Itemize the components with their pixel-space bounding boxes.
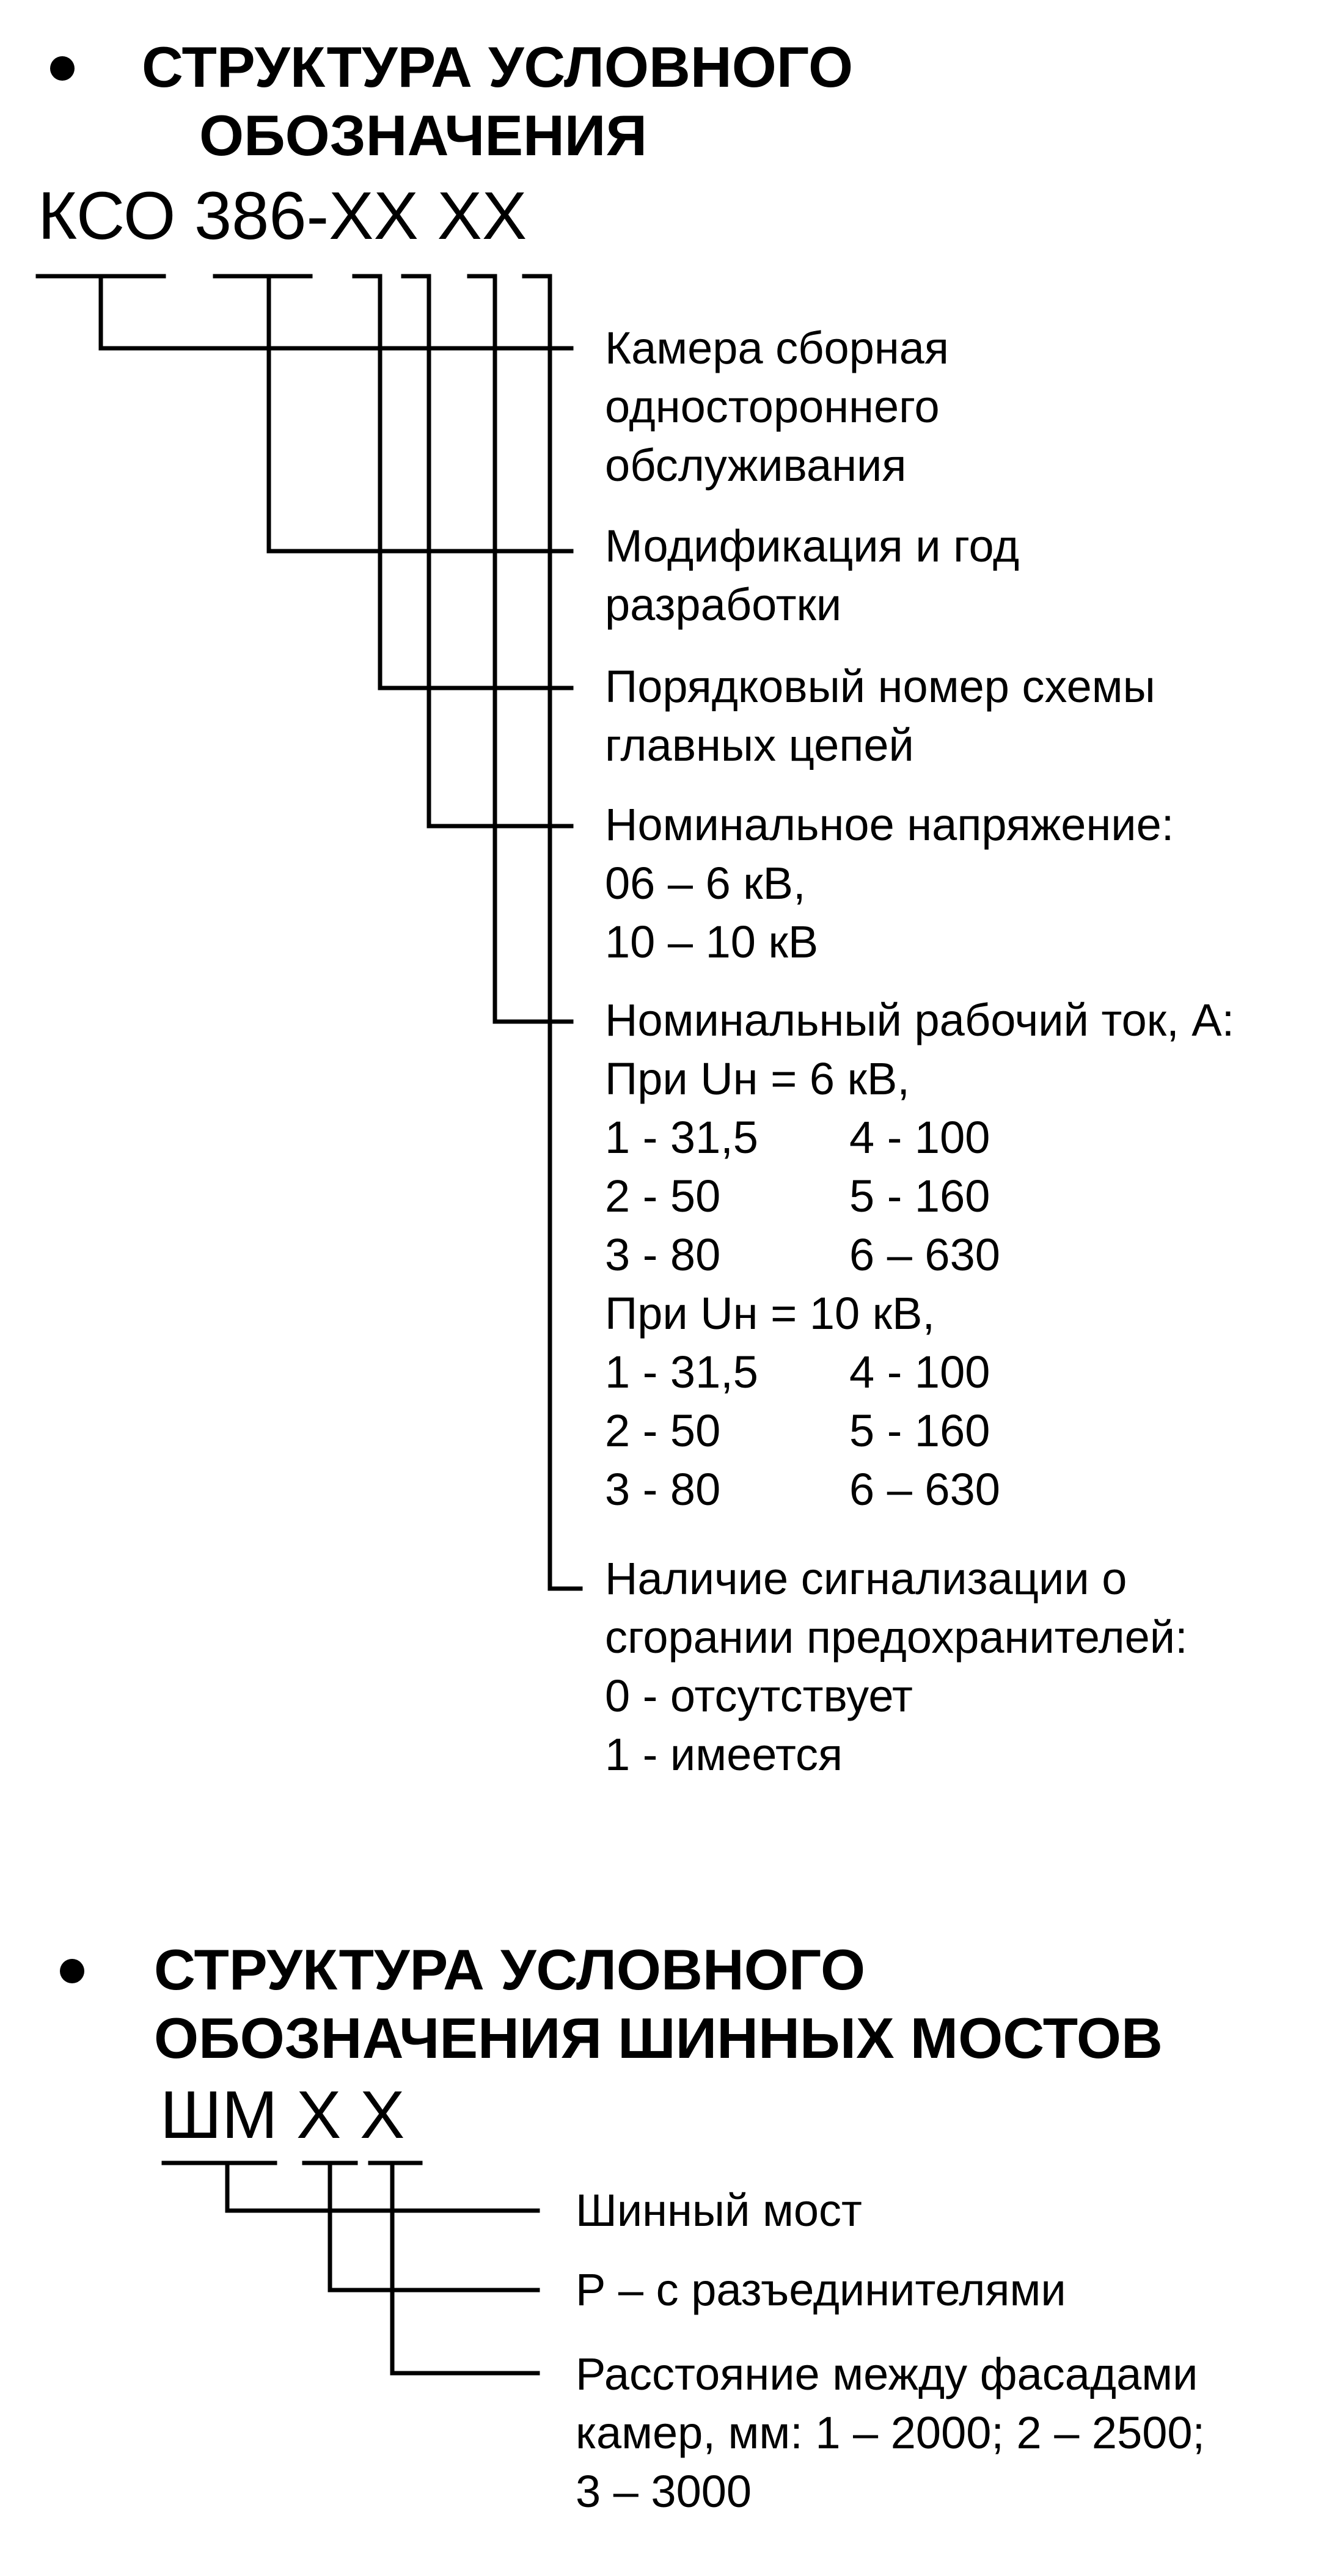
section1-item-3: [605, 657, 1155, 775]
section1-item-4: [605, 796, 1174, 971]
section1-code: КСО 386-ХХ ХХ: [38, 178, 527, 254]
current-pair: 1 - 31,5 4 - 100: [605, 1347, 990, 1397]
section1-heading-line2: ОБОЗНАЧЕНИЯ: [199, 103, 648, 167]
item-text: камер, мм: 1 – 2000; 2 – 2500;: [576, 2407, 1206, 2458]
section2-item-1: [576, 2181, 862, 2240]
item-text: разработки: [605, 579, 842, 630]
current-pair: 3 - 80 6 – 630: [605, 1464, 1000, 1515]
item-text: Номинальное напряжение:: [605, 799, 1174, 850]
current-pair: 3 - 80 6 – 630: [605, 1229, 1000, 1280]
current-pair: 2 - 50 5 - 160: [605, 1405, 990, 1456]
section2-code: ШМ Х Х: [160, 2077, 405, 2153]
bullet-icon: [60, 1959, 84, 1983]
current-pair: 2 - 50 5 - 160: [605, 1171, 990, 1221]
item-text: Камера сборная: [605, 323, 949, 373]
item-text: главных цепей: [605, 720, 914, 770]
item-text: 06 – 6 кВ,: [605, 858, 806, 909]
section1-item-6: [605, 1550, 1188, 1784]
item-text: сгорании предохранителей:: [605, 1612, 1188, 1663]
item-text: 3 – 3000: [576, 2466, 752, 2517]
section2-heading-line2: ОБОЗНАЧЕНИЯ ШИННЫХ МОСТОВ: [154, 2006, 1163, 2070]
section1-item-5: [605, 991, 1234, 1519]
section1-item-1: [605, 319, 949, 495]
section2-heading-line1: СТРУКТУРА УСЛОВНОГО: [154, 1937, 866, 2002]
item-title: Номинальный рабочий ток, А:: [605, 995, 1235, 1045]
item-text: Порядковый номер схемы: [605, 661, 1155, 712]
item-text: Шинный мост: [576, 2185, 862, 2236]
item-text: Наличие сигнализации о: [605, 1553, 1127, 1604]
section2-item-2: [576, 2261, 1066, 2319]
group-label: При Uн = 6 кВ,: [605, 1053, 910, 1104]
item-text: 1 - имеется: [605, 1729, 843, 1780]
item-text: Р – с разъединителями: [576, 2264, 1066, 2315]
section1-heading-line1: СТРУКТУРА УСЛОВНОГО: [142, 35, 854, 99]
item-text: Модификация и год: [605, 521, 1020, 571]
item-text: 10 – 10 кВ: [605, 917, 819, 967]
item-text: Расстояние между фасадами: [576, 2349, 1198, 2399]
section2-item-3: [576, 2345, 1205, 2521]
current-pair: 1 - 31,5 4 - 100: [605, 1112, 990, 1163]
item-text: обслуживания: [605, 440, 907, 491]
section1-item-2: [605, 517, 1019, 634]
item-text: одностороннего: [605, 381, 940, 432]
item-text: 0 - отсутствует: [605, 1670, 913, 1721]
group-label: При Uн = 10 кВ,: [605, 1288, 935, 1339]
